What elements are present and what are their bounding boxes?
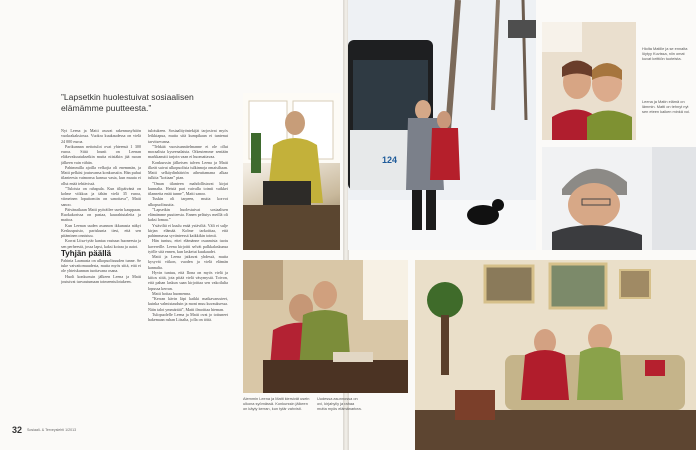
page-number: 32 bbox=[12, 425, 23, 435]
paragraph: Huoli konkurssin jälkeen Leena ja Matti joutuivat turvautumaan toimeentulotukeen. bbox=[61, 273, 141, 284]
photo-caption: Aiemmin Leena ja Matti kiersivät usein ulkona syömässä. Konkurssin jälkeen on käyty kerran, kun tytär vahvisti. bbox=[243, 396, 310, 411]
photo-man-at-window bbox=[243, 93, 340, 250]
paragraph: Tuskin oli tarpeen, mutta korvot ulkopuolisuutta. bbox=[148, 196, 228, 207]
magazine-footer: Sosiaali- & Terveyslehti 1/2013 bbox=[27, 428, 77, 432]
bus-route-number: 124 bbox=[382, 155, 398, 165]
text-column-1 bbox=[61, 128, 141, 420]
paragraph: Parikunnan nettotulot ovat yhteensä 1 300 euroa. Siitä lounit on Leenan eläkevakuutuksetkin mutta niistäkin jää ruoan jälkeen vain vähän. bbox=[61, 143, 141, 165]
paragraph: ”Lapsetkin huolestuivat sosiaalisen elämämme puutteesta. Ennen pelästys meillä oli kaksi lomaa.” bbox=[148, 206, 228, 223]
paragraph: tulotukeen. Sosiaalityöntekijät tarjosivat myös leikkiapua, mutta sitä kumpikaan ei tuntenut tarvitsevansa. bbox=[148, 128, 228, 144]
paragraph: ”Tehkää vuosisunnitelmanne ei ole ollut moraalista kyseenalaista. Oikeutemme sentään markkanutti tarjoin vaan ei huomattavaa. bbox=[148, 143, 228, 160]
photo-caption: Hiolta Matille ja se ennalta löytyy Kuvissa, niin omat kuvat keittiön tuoteista. bbox=[642, 46, 688, 61]
text-column-2 bbox=[148, 128, 228, 420]
paragraph: Päivänaikaan Matti pyöräilee usein kauppaan. Ruokakorissa on pastaa, kaurahiutaleita ja maitoa. bbox=[61, 206, 141, 223]
paragraph: Korrat Liisa-tytär kantaa vastuun huoneesta ja sen perheestä, jossa lapsi, kaksi koiraa ja autot. bbox=[61, 238, 141, 249]
paragraph: ”Kerran kävin läpi kaikki matkavarusteet, kuinka valmistauduin ja moni muu kuvauksessa. Näin talot ymmärtää”, Matti ilmoittaa hieman. bbox=[148, 296, 228, 312]
paragraph: Hän tuntuu, ettei elämänne osaamista tuotu kavereille. Leena kirjoitti selvät palkkalaskunsa työlle sitä ennen, kun lasketut kuukaudet. bbox=[148, 238, 228, 254]
photo-bus-winter bbox=[348, 0, 536, 250]
paragraph: Matti hoitaa huomenna. bbox=[152, 290, 191, 296]
paragraph: Pahimmilla ajoilla velkojia oli enemmän, ja Matti pelkäsi joutuvansa konkurssiin. Hän puhui tilanteesta vaimonsa kanssa vasta, kun muuta ei ollut enää tehtävissä. bbox=[61, 164, 141, 186]
paragraph: ”Tuloista on rahapula. Kun tilipäivänä on kolme viikkoa ja tähän vielä 35 euroa, viimeinen loputtomiin on sanottava”, Matti sanoo. bbox=[61, 185, 141, 207]
photo-caption: Leena ja Matin elämä on lämmin. Matti on tehnyt nyt sen eteen kaiken minkä voi. bbox=[642, 99, 691, 114]
paragraph: Kun Leenan uuden asunnon ikkunasta näkyi Keskuspuisto, pariskunta tiesi, että sen pitäminen onnistuu. bbox=[61, 222, 141, 238]
pull-quote: ”Lapsetkin huolestuivat sosiaalisen elämämme puutteesta.” bbox=[61, 92, 194, 113]
paragraph: Nyt Leena ja Matti asuvat rakennusyhtiön vuokrakaksiossa. Vuokra kuukaudessa on vielä 24 000 euroa. bbox=[61, 128, 141, 144]
paragraph: Pahinta Laamasta on ulkopuolisuuden tunne. Se tuke vaivattomuudesta, mutta myös siitä, että ei ole yhteiskunnan tuottavana osana. bbox=[61, 257, 141, 274]
photo-man-knit-hat bbox=[542, 147, 696, 250]
paragraph: Tulopuolelle Leena ja Matti ovat jo tottuneet hakemaan ruhan Liisalta, jolla on töitä. bbox=[148, 311, 228, 322]
paragraph: Konkurssin jälkeisen talven Leena ja Matti ilkeät saivat ulkopuolisia tulkinnoja omaisiltaan. Matti selkäydinhäiriön aiheuttamana alkaa tulkita ”kotiaan” pian. bbox=[148, 159, 228, 181]
paragraph: Hyvin tuntuu, että Ilona on myös vielä ja kiitos siitä, jota pitää vielä väsymystä. Toivon, että pahan laskun saan kirjoittaa sen vakoilulta lopussa kerran. bbox=[148, 269, 228, 291]
photo-couple-dining bbox=[243, 260, 408, 393]
photo-couple-sofa bbox=[415, 260, 696, 450]
subheading: Tyhjän päällä bbox=[61, 248, 112, 258]
paragraph: ”Oman tilanteen mahdollistavat kirjat kunnalta. Heistä pari vaivalla toimii vaikkei tilannetta enää tunne”, Matti sanoo. bbox=[148, 180, 228, 196]
photo-couple-portrait bbox=[542, 22, 636, 140]
paragraph: Ystäviltä ei kuulu enää ystäviltä. Väli ei sulje kirjan elämää. Kolme tarkoittaa, että pahimmassa syvänteessä kaikkikin toimii. bbox=[148, 222, 228, 238]
photo-caption: Uudessa asunnossa on ovi, kirjahylly ja rahaa mutta myös elämänarkea. bbox=[317, 396, 362, 411]
paragraph: Matti ja Leena jatkavat yhdessä, mutta kysyvät viikon, vuoden ja vielä elämän kannalta. bbox=[148, 254, 228, 270]
